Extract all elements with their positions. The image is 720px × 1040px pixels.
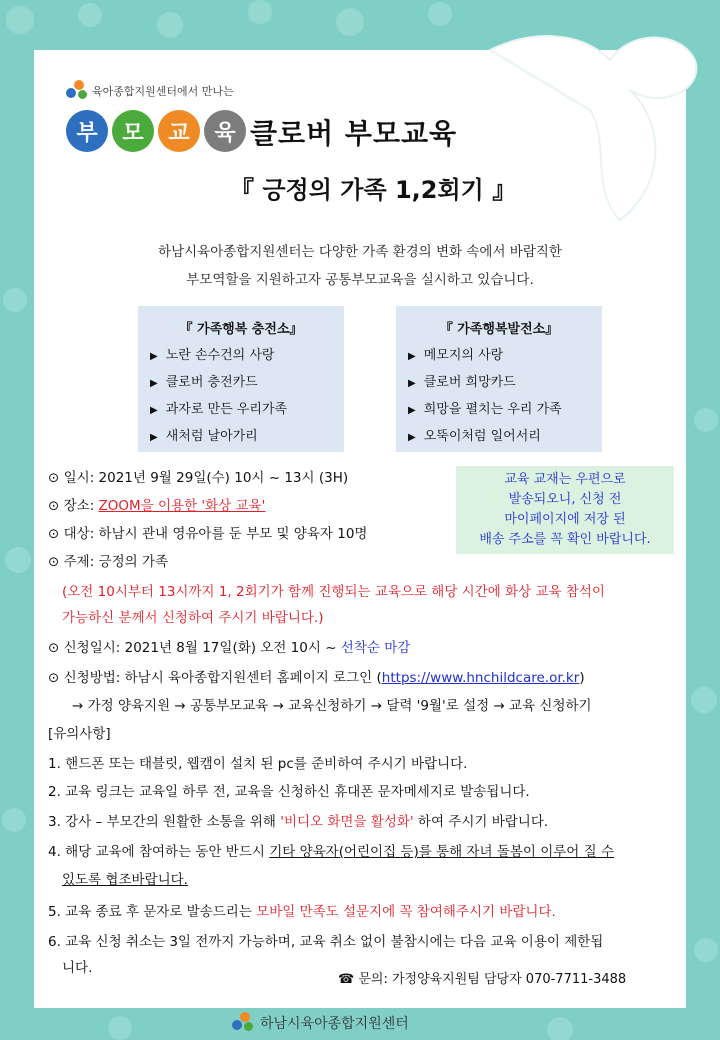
program-box-right	[396, 306, 602, 452]
page-subtitle: 『 긍정의 가족 1,2회기 』	[230, 176, 517, 204]
info-apply-date: ⊙ 신청일시: 2021년 8월 17일(화) 오전 10시 ~ 선착순 마감	[48, 640, 411, 656]
triangle-bullet-icon: ▶	[150, 405, 158, 416]
program-box-left	[138, 306, 344, 452]
intro-line-2: 부모역할을 지원하고자 공통부모교육을 실시하고 있습니다.	[186, 272, 534, 288]
program-box-right-heading: 『 가족행복발전소』	[439, 322, 559, 337]
caution-1: 1. 핸드폰 또는 태블릿, 웹캠이 설치 된 pc를 준비하여 주시기 바랍니다.	[48, 756, 468, 772]
circle-bullet-icon: ⊙	[48, 498, 60, 514]
triangle-bullet-icon: ▶	[408, 378, 416, 389]
ribbon-decoration	[470, 20, 710, 260]
brand-circle-2: 모	[112, 110, 154, 152]
brand-row	[66, 80, 234, 102]
notice-box: 교육 교재는 우편으로 발송되오니, 신청 전 마이페이지에 저장 된 배송 주소를 꼭 확인 바랍니다.	[456, 466, 674, 554]
first-come-label: 선착순 마감	[340, 640, 411, 656]
triangle-bullet-icon: ▶	[150, 432, 158, 443]
caution-2: 2. 교육 링크는 교육일 하루 전, 교육을 신청하신 휴대폰 문자메세지로 발송됩니다.	[48, 784, 530, 800]
info-note-1: (오전 10시부터 13시까지 1, 2회기가 함께 진행되는 교육으로 해당 시간에 화상 교육 참석이	[62, 584, 605, 600]
info-place-value: ZOOM을 이용한 '화상 교육'	[98, 498, 266, 514]
footer-name: 하남시육아종합지원센터	[260, 1016, 409, 1032]
list-item: ▶ 희망을 펼치는 우리 가족	[408, 402, 562, 417]
info-place: ⊙ 장소: ZOOM을 이용한 '화상 교육'	[48, 498, 266, 514]
caution-6-cont: 니다.	[62, 960, 93, 976]
info-date: ⊙ 일시: 2021년 9월 29일(수) 10시 ~ 13시 (3H)	[48, 470, 349, 486]
footer-brand	[232, 1012, 409, 1034]
list-item: ▶ 메모지의 사랑	[408, 348, 504, 363]
caution-4: 4. 해당 교육에 참여하는 동안 반드시 기타 양육자(어린이집 등)를 통해 자녀 돌봄이 이루어 질 수	[48, 844, 615, 860]
info-note-2: 가능하신 분께서 신청하여 주시기 바랍니다.)	[62, 610, 324, 626]
circle-bullet-icon: ⊙	[48, 670, 60, 686]
brand-circle-4: 육	[204, 110, 246, 152]
list-item: ▶ 노란 손수건의 사랑	[150, 348, 275, 363]
page-title: 클로버 부모교육	[250, 117, 458, 150]
brand-circles	[66, 110, 246, 152]
intro-text	[60, 238, 660, 294]
brand-circle-3: 교	[158, 110, 200, 152]
circle-bullet-icon: ⊙	[48, 640, 60, 656]
contact-info: ☎ 문의: 가정양육지원팀 담당자 070-7711-3488	[338, 972, 627, 987]
list-item: ▶ 새처럼 날아가리	[150, 429, 258, 444]
list-item: ▶ 클로버 충전카드	[150, 375, 258, 390]
caution-6: 6. 교육 신청 취소는 3일 전까지 가능하며, 교육 취소 없이 불참시에는 다음 교육 이용이 제한됩	[48, 934, 604, 950]
caution-5: 5. 교육 종료 후 문자로 발송드리는 모바일 만족도 설문지에 꼭 참여해주시기 바랍니다.	[48, 904, 556, 920]
cautions-heading: [유의사항]	[48, 726, 111, 742]
circle-bullet-icon: ⊙	[48, 526, 60, 542]
list-item: ▶ 클로버 희망카드	[408, 375, 516, 390]
info-apply-method: ⊙ 신청방법: 하남시 육아종합지원센터 홈페이지 로그인 (https://www.hnchildcare.or.kr)	[48, 670, 585, 686]
triangle-bullet-icon: ▶	[150, 378, 158, 389]
caution-3: 3. 강사 – 부모간의 원활한 소통을 위해 '비디오 화면을 활성화' 하여 주시기 바랍니다.	[48, 814, 549, 830]
footer-logo-icon	[232, 1012, 254, 1034]
brand-circle-1: 부	[66, 110, 108, 152]
list-item: ▶ 오뚝이처럼 일어서리	[408, 429, 541, 444]
brand-logo-icon	[66, 80, 88, 102]
info-apply-path: → 가정 양육지원 → 공통부모교육 → 교육신청하기 → 달력 '9월'로 설정 → 교육 신청하기	[72, 698, 592, 714]
triangle-bullet-icon: ▶	[408, 351, 416, 362]
homepage-link[interactable]: https://www.hnchildcare.or.kr	[381, 670, 580, 686]
program-box-left-heading: 『 가족행복 충전소』	[179, 322, 303, 337]
circle-bullet-icon: ⊙	[48, 470, 60, 486]
brand-tagline: 육아종합지원센터에서 만나는	[92, 85, 234, 98]
caution-4-cont: 있도록 협조바랍니다.	[62, 872, 188, 888]
circle-bullet-icon: ⊙	[48, 554, 60, 570]
triangle-bullet-icon: ▶	[408, 432, 416, 443]
info-target: ⊙ 대상: 하남시 관내 영유아를 둔 부모 및 양육자 10명	[48, 526, 368, 542]
info-topic: ⊙ 주제: 긍정의 가족	[48, 554, 169, 570]
triangle-bullet-icon: ▶	[408, 405, 416, 416]
triangle-bullet-icon: ▶	[150, 351, 158, 362]
intro-line-1: 하남시육아종합지원센터는 다양한 가족 환경의 변화 속에서 바람직한	[158, 244, 562, 260]
list-item: ▶ 과자로 만든 우리가족	[150, 402, 287, 417]
